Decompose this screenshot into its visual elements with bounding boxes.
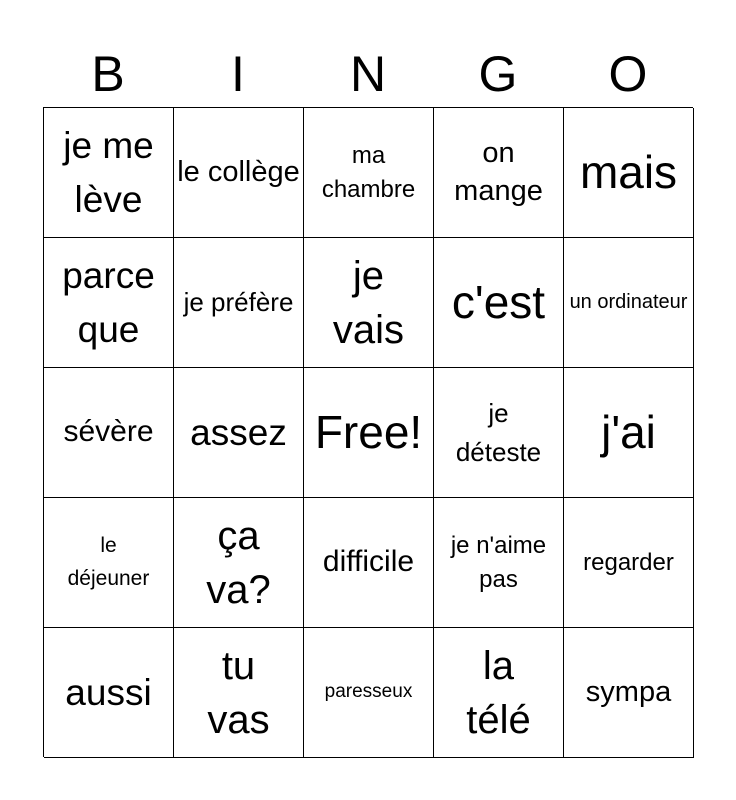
cell-text: parce que [62, 254, 155, 350]
bingo-cell[interactable] [44, 238, 174, 368]
cell-text: difficile [322, 545, 415, 579]
bingo-cell[interactable] [44, 108, 174, 238]
free-space-cell[interactable] [304, 368, 434, 498]
bingo-cell[interactable] [434, 628, 564, 758]
header-letter-g: G [478, 46, 518, 102]
cell-text: sévère [63, 415, 154, 449]
bingo-cell[interactable] [564, 368, 694, 498]
bingo-cell[interactable] [304, 238, 434, 368]
bingo-cell[interactable] [434, 108, 564, 238]
cell-text: je préfère [183, 287, 294, 317]
bingo-cell[interactable] [44, 368, 174, 498]
bingo-cell[interactable] [304, 498, 434, 628]
bingo-cell[interactable] [564, 628, 694, 758]
bingo-cell[interactable] [174, 498, 304, 628]
bingo-header [43, 40, 693, 108]
bingo-cell[interactable] [174, 368, 304, 498]
bingo-cell[interactable] [304, 108, 434, 238]
bingo-cell[interactable] [434, 238, 564, 368]
cell-text: c'est [451, 276, 546, 329]
cell-text: la télé [466, 643, 531, 742]
bingo-cell[interactable] [174, 108, 304, 238]
cell-text: j'ai [601, 406, 656, 459]
cell-text: sympa [585, 675, 672, 708]
bingo-cell[interactable] [564, 498, 694, 628]
cell-text: un ordinateur [569, 291, 688, 313]
cell-text: tu vas [207, 643, 270, 742]
bingo-cell[interactable] [564, 108, 694, 238]
bingo-cell[interactable] [44, 498, 174, 628]
bingo-cell[interactable] [564, 238, 694, 368]
header-letter-i: I [231, 46, 245, 102]
cell-text: je déteste [455, 397, 542, 467]
header-letter-b: B [91, 46, 125, 102]
free-space-label: Free! [314, 406, 423, 459]
cell-text: paresseux [324, 681, 413, 703]
bingo-cell[interactable] [44, 628, 174, 758]
bingo-cell[interactable] [174, 238, 304, 368]
header-letter-o: O [608, 46, 648, 102]
bingo-cell[interactable] [434, 498, 564, 628]
bingo-cell[interactable] [304, 628, 434, 758]
cell-text: je me lève [63, 124, 154, 220]
cell-text: je vais [332, 253, 405, 352]
cell-text: le déjeuner [67, 533, 150, 590]
cell-text: assez [190, 411, 287, 453]
bingo-grid [43, 107, 693, 757]
bingo-cell[interactable] [434, 368, 564, 498]
cell-text: regarder [583, 548, 674, 576]
cell-text: aussi [65, 671, 152, 713]
cell-text: on mange [454, 136, 543, 207]
cell-text: je n'aime pas [450, 531, 547, 593]
bingo-cell[interactable] [174, 628, 304, 758]
cell-text: ça va? [206, 513, 271, 612]
header-letter-n: N [349, 46, 387, 102]
cell-text: mais [579, 146, 678, 199]
cell-text: ma chambre [321, 141, 416, 203]
cell-text: le collège [177, 155, 300, 188]
